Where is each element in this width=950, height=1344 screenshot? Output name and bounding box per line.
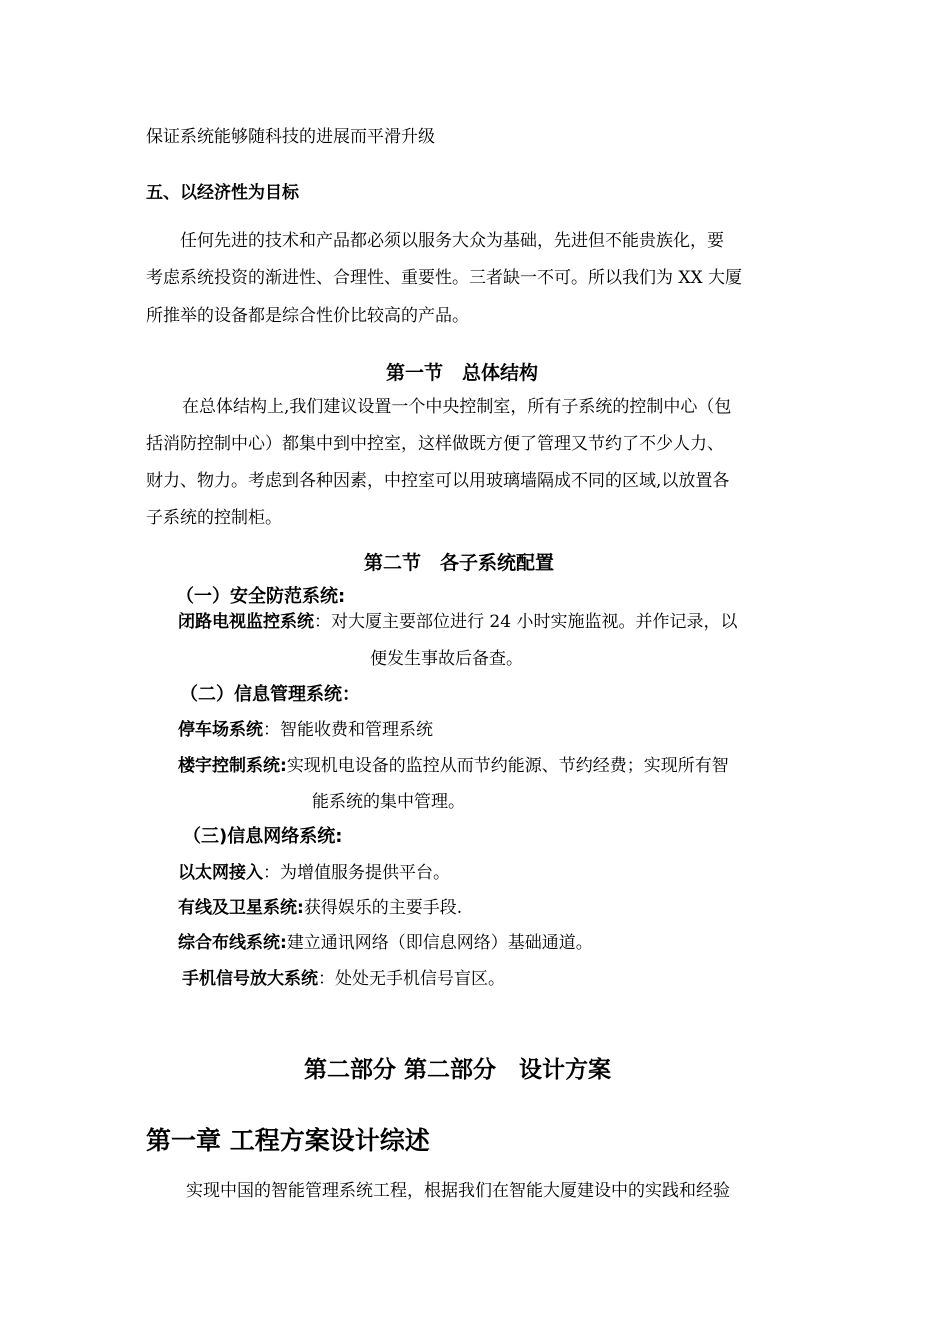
chapter-heading: 第一章 工程方案设计综述 [146, 1126, 430, 1155]
mobile-booster-item [182, 968, 505, 990]
section-heading-subsystems: 第二节 各子系统配置 [364, 552, 555, 574]
bas-label: 楼宇控制系统: [178, 756, 287, 776]
subheading-information-management: （二）信息管理系统： [180, 684, 360, 705]
parking-text: ：智能收费和管理系统 [263, 720, 433, 740]
bas-item [178, 755, 729, 777]
bas-text-continued: 能系统的集中管理。 [312, 792, 465, 812]
paragraph-structure-line-4: 子系统的控制柜。 [146, 508, 282, 528]
structured-cabling-item [178, 932, 593, 954]
structured-cabling-label: 综合布线系统: [178, 933, 287, 953]
ethernet-item [178, 862, 450, 884]
mobile-booster-text: ：处处无手机信号盲区。 [318, 969, 505, 989]
cable-satellite-label: 有线及卫星系统: [178, 898, 304, 918]
parking-label: 停车场系统 [178, 720, 263, 740]
paragraph-intro-tail: 保证系统能够随科技的进展而平滑升级 [146, 127, 435, 147]
cctv-text: ：对大厦主要部位进行 24 小时实施监视。并作记录，以 [314, 612, 738, 632]
paragraph-chapter-intro: 实现中国的智能管理系统工程，根据我们在智能大厦建设中的实践和经验 [186, 1181, 730, 1201]
paragraph-structure-line-2: 括消防控制中心）都集中到中控室，这样做既方便了管理又节约了不少人力、 [146, 434, 724, 454]
cctv-text-continued: 便发生事故后备查。 [370, 649, 523, 669]
ethernet-text: ：为增值服务提供平台。 [263, 863, 450, 883]
mobile-booster-label: 手机信号放大系统 [182, 969, 318, 989]
ethernet-label: 以太网接入 [178, 863, 263, 883]
cctv-label: 闭路电视监控系统 [178, 612, 314, 632]
section-heading-overall-structure: 第一节 总体结构 [386, 362, 539, 384]
subheading-security-system: （一）安全防范系统: [176, 586, 346, 607]
bas-text: 实现机电设备的监控从而节约能源、节约经费；实现所有智 [286, 756, 729, 776]
part-heading: 第二部分 第二部分 设计方案 [304, 1057, 612, 1083]
cctv-item [178, 611, 737, 633]
paragraph-economy-line-3: 所推举的设备都是综合性价比较高的产品。 [146, 306, 469, 326]
parking-item [178, 719, 433, 741]
heading-economy: 五、以经济性为目标 [146, 183, 299, 203]
paragraph-structure-line-3: 财力、物力。考虑到各种因素，中控室可以用玻璃墙隔成不同的区域,以放置各 [146, 471, 730, 491]
cable-satellite-text: 获得娱乐的主要手段. [303, 898, 463, 918]
paragraph-structure-line-1: 在总体结构上,我们建议设置一个中央控制室，所有子系统的控制中心（包 [182, 397, 732, 417]
structured-cabling-text: 建立通讯网络（即信息网络）基础通道。 [286, 933, 593, 953]
cable-satellite-item [178, 897, 462, 919]
paragraph-economy-line-2: 考虑系统投资的渐进性、合理性、重要性。三者缺一不可。所以我们为 XX 大厦 [146, 268, 743, 288]
subheading-information-network: （三)信息网络系统: [183, 826, 343, 847]
paragraph-economy-line-1: 任何先进的技术和产品都必须以服务大众为基础，先进但不能贵族化，要 [180, 231, 724, 251]
